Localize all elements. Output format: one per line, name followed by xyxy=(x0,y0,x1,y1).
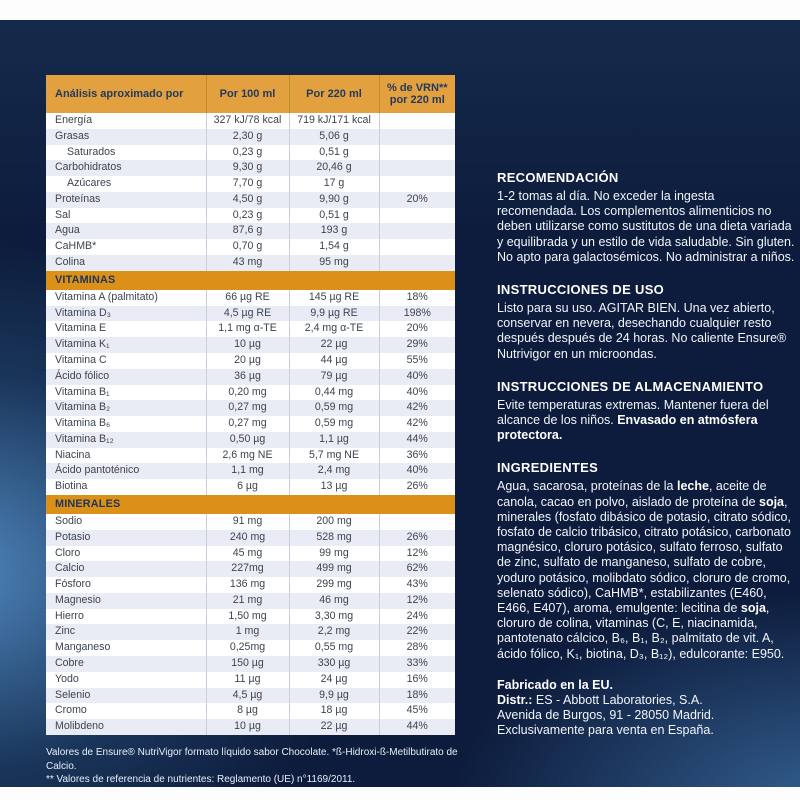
nutrient-name: Vitamina B₆ xyxy=(55,417,111,430)
table-row xyxy=(46,306,455,322)
vrn-percent xyxy=(379,223,455,239)
vrn-percent xyxy=(379,129,455,145)
vrn-percent: 62% xyxy=(379,561,455,577)
nutrient-name: Energía xyxy=(55,114,93,126)
value-per-220ml: 0,59 mg xyxy=(289,416,379,432)
nutrition-table xyxy=(46,75,455,735)
vrn-percent: 55% xyxy=(379,353,455,369)
info-text: Evite temperaturas extremas. Mantener fuera del alcance de los niños. Envasado en atmósfera protectora. xyxy=(497,397,769,443)
table-row xyxy=(46,448,455,464)
table-header-row xyxy=(46,75,455,113)
value-per-100ml: 0,20 mg xyxy=(206,385,289,401)
table-row xyxy=(46,385,455,401)
table-row xyxy=(46,672,455,688)
value-per-100ml: 9,30 g xyxy=(206,160,289,176)
vrn-percent: 40% xyxy=(379,463,455,479)
table-row xyxy=(46,239,455,255)
value-per-220ml: 22 µg xyxy=(289,337,379,353)
value-per-100ml: 10 µg xyxy=(206,337,289,353)
table-row xyxy=(46,176,455,192)
nutrition-table-wrap xyxy=(46,75,455,735)
nutrient-name: Cloro xyxy=(55,546,81,559)
value-per-100ml: 91 mg xyxy=(206,514,289,530)
value-per-220ml: 200 mg xyxy=(289,514,379,530)
vrn-percent: 198% xyxy=(379,306,455,322)
vrn-percent: 16% xyxy=(379,672,455,688)
table-row xyxy=(46,593,455,609)
table-row xyxy=(46,290,455,306)
value-per-220ml: 18 µg xyxy=(289,703,379,719)
vrn-percent xyxy=(379,208,455,224)
value-per-100ml: 2,6 mg NE xyxy=(206,448,289,464)
info-section xyxy=(497,678,797,739)
value-per-220ml: 0,55 mg xyxy=(289,640,379,656)
value-per-220ml: 5,06 g xyxy=(289,129,379,145)
top-white-margin xyxy=(0,0,800,20)
value-per-220ml: 499 mg xyxy=(289,561,379,577)
nutrient-name: Agua xyxy=(46,223,206,239)
value-per-220ml: 0,51 g xyxy=(289,145,379,161)
value-per-220ml: 1,54 g xyxy=(289,239,379,255)
value-per-100ml: 10 µg xyxy=(206,719,289,735)
value-per-220ml: 2,4 mg α-TE xyxy=(289,321,379,337)
value-per-100ml: 4,50 g xyxy=(206,192,289,208)
table-row xyxy=(46,514,455,530)
table-row xyxy=(46,656,455,672)
value-per-220ml: 5,7 mg NE xyxy=(289,448,379,464)
table-row xyxy=(46,703,455,719)
info-text: Listo para su uso. AGITAR BIEN. Una vez abierto, conservar en nevera, desechando cualquier resto después después de 24 horas. No caliente Ensure® Nutrivigor en un microondas. xyxy=(497,301,787,361)
nutrient-name: Sodio xyxy=(55,514,83,527)
table-row xyxy=(46,577,455,593)
info-panel xyxy=(497,169,797,755)
value-per-100ml: 0,27 mg xyxy=(206,400,289,416)
nutrient-name: Grasas xyxy=(46,129,206,145)
column-header: % de VRN** por 220 ml xyxy=(379,75,455,113)
vrn-percent xyxy=(379,160,455,176)
nutrient-name: Calcio xyxy=(46,561,206,577)
nutrient-name: Magnesio xyxy=(46,593,206,609)
vrn-percent: 20% xyxy=(379,192,455,208)
value-per-100ml: 150 µg xyxy=(206,656,289,672)
table-row xyxy=(46,353,455,369)
table-row xyxy=(46,208,455,224)
vrn-percent: 40% xyxy=(379,369,455,385)
value-per-220ml: 13 µg xyxy=(289,479,379,495)
nutrient-name: Vitamina K₁ xyxy=(46,337,206,353)
table-row xyxy=(46,546,455,562)
info-text: Agua, sacarosa, proteínas de la leche, aceite de canola, cacao en polvo, aislado de proteína de soja, minerales (fosfato dibásico de potasio, citrato sódico, fosfato de calcio tribásico, citrato potásico, carbonato magnésico, cloruro potásico, sulfato ferroso, sulfato de zinc, sulfato de manganeso, sulfato de cobre, yoduro potásico, molibdato sódico, cloruro de cromo, selenato sódico), CaHMB*, estabilizantes (E460, E466, E407), aroma, emulgente: lecitina de soja, cloruro de colina, vitaminas (C, E, niacinamida, pantotenato cálcico, B₆, B₁, B₂, palmitato de vit. A, ácido fólico, K₁, biotina, D₃, B₁₂), edulcorante: E950. xyxy=(497,479,791,661)
nutrient-name: Fósforo xyxy=(55,578,91,591)
value-per-220ml: 330 µg xyxy=(289,656,379,672)
info-section-heading: INSTRUCCIONES DE USO xyxy=(497,282,665,298)
value-per-100ml: 1 mg xyxy=(206,624,289,640)
info-section-heading: INSTRUCCIONES DE ALMACENAMIENTO xyxy=(497,378,764,394)
nutrient-name: Cromo xyxy=(55,704,87,717)
column-header: Análisis aproximado por xyxy=(46,75,206,113)
value-per-100ml: 240 mg xyxy=(206,530,289,546)
nutrient-name: Vitamina E xyxy=(55,322,107,335)
value-per-220ml: 2,2 mg xyxy=(289,624,379,640)
vrn-percent xyxy=(379,145,455,161)
value-per-100ml: 0,70 g xyxy=(206,239,289,255)
table-row xyxy=(46,369,455,385)
value-per-100ml: 1,1 mg xyxy=(206,463,289,479)
vrn-percent: 29% xyxy=(379,337,455,353)
value-per-100ml: 327 kJ/78 kcal xyxy=(206,113,289,129)
value-per-220ml: 99 mg xyxy=(289,546,379,562)
nutrient-name: Molibdeno xyxy=(46,719,206,735)
table-row xyxy=(46,640,455,656)
info-section xyxy=(497,169,797,265)
footnotes xyxy=(46,746,486,787)
value-per-100ml: 7,70 g xyxy=(206,176,289,192)
nutrient-name: Colina xyxy=(46,255,206,271)
table-row xyxy=(46,479,455,495)
info-text: Exclusivamente para venta en España. xyxy=(497,723,714,738)
table-row xyxy=(46,530,455,546)
vrn-percent: 22% xyxy=(379,624,455,640)
nutrient-name: Ácido fólico xyxy=(46,369,206,385)
table-row xyxy=(46,624,455,640)
value-per-100ml: 136 mg xyxy=(206,577,289,593)
value-per-220ml: 17 g xyxy=(289,176,379,192)
table-row xyxy=(46,688,455,704)
value-per-220ml: 1,1 µg xyxy=(289,432,379,448)
nutrient-name: Saturados xyxy=(67,145,116,158)
value-per-100ml: 0,25mg xyxy=(206,640,289,656)
nutrient-name: Hierro xyxy=(55,609,84,622)
value-per-220ml: 3,30 mg xyxy=(289,609,379,625)
value-per-220ml: 46 mg xyxy=(289,593,379,609)
nutrient-name: Manganeso xyxy=(55,641,111,654)
table-row xyxy=(46,432,455,448)
info-text: Distr.: ES - Abbott Laboratories, S.A. xyxy=(497,693,703,708)
value-per-220ml: 20,46 g xyxy=(289,160,379,176)
table-section-header: VITAMINAS xyxy=(46,271,455,290)
info-text: Avenida de Burgos, 91 - 28050 Madrid. xyxy=(497,708,715,723)
nutrient-name: Ácido pantoténico xyxy=(46,463,206,479)
table-row xyxy=(46,337,455,353)
value-per-220ml: 44 µg xyxy=(289,353,379,369)
nutrient-name: Potasio xyxy=(46,530,206,546)
nutrient-name: Vitamina B₂ xyxy=(46,400,206,416)
value-per-100ml: 6 µg xyxy=(206,479,289,495)
value-per-220ml: 9,9 µg RE xyxy=(289,306,379,322)
table-row xyxy=(46,561,455,577)
value-per-100ml: 20 µg xyxy=(206,353,289,369)
table-row xyxy=(46,145,455,161)
value-per-100ml: 0,23 g xyxy=(206,208,289,224)
value-per-100ml: 0,23 g xyxy=(206,145,289,161)
value-per-100ml: 11 µg xyxy=(206,672,289,688)
table-row xyxy=(46,255,455,271)
value-per-220ml: 95 mg xyxy=(289,255,379,271)
info-section xyxy=(497,459,797,661)
table-row xyxy=(46,192,455,208)
vrn-percent: 36% xyxy=(379,448,455,464)
value-per-100ml: 0,27 mg xyxy=(206,416,289,432)
value-per-220ml: 79 µg xyxy=(289,369,379,385)
value-per-100ml: 2,30 g xyxy=(206,129,289,145)
table-row xyxy=(46,113,455,129)
nutrient-name: Proteínas xyxy=(46,192,206,208)
vrn-percent: 44% xyxy=(379,432,455,448)
info-text: Fabricado en la EU. xyxy=(497,677,614,692)
info-section-heading: RECOMENDACIÓN xyxy=(497,170,619,185)
vrn-percent: 44% xyxy=(379,719,455,735)
table-row xyxy=(46,463,455,479)
value-per-220ml: 9,9 µg xyxy=(289,688,379,704)
vrn-percent xyxy=(379,239,455,255)
footnote-line: ** Valores de referencia de nutrientes: Reglamento (UE) n°1169/2011. xyxy=(46,774,356,785)
value-per-220ml: 24 µg xyxy=(289,672,379,688)
info-section xyxy=(497,281,797,362)
footnote-line: Valores de Ensure® NutriVigor formato líquido sabor Chocolate. *ß-Hidroxi-ß-Metilbutirato de Calcio. xyxy=(46,747,458,772)
vrn-percent: 40% xyxy=(379,385,455,401)
vrn-percent: 26% xyxy=(379,479,455,495)
value-per-220ml: 9,90 g xyxy=(289,192,379,208)
value-per-220ml: 0,44 mg xyxy=(289,385,379,401)
vrn-percent: 42% xyxy=(379,400,455,416)
vrn-percent: 43% xyxy=(379,577,455,593)
column-header: Por 220 ml xyxy=(289,75,379,113)
column-header: Por 100 ml xyxy=(206,75,289,113)
value-per-100ml: 36 µg xyxy=(206,369,289,385)
value-per-100ml: 66 µg RE xyxy=(206,290,289,306)
value-per-220ml: 193 g xyxy=(289,223,379,239)
table-row xyxy=(46,160,455,176)
value-per-100ml: 1,50 mg xyxy=(206,609,289,625)
nutrient-name: Zinc xyxy=(46,624,206,640)
nutrient-name: CaHMB* xyxy=(55,240,97,253)
nutrient-name: Biotina xyxy=(55,480,88,493)
value-per-100ml: 21 mg xyxy=(206,593,289,609)
value-per-100ml: 87,6 g xyxy=(206,223,289,239)
nutrient-name: Vitamina D₃ xyxy=(46,306,206,322)
vrn-percent: 18% xyxy=(379,290,455,306)
value-per-220ml: 528 mg xyxy=(289,530,379,546)
nutrient-name: Vitamina B₁₂ xyxy=(46,432,206,448)
bottom-white-margin xyxy=(0,787,800,800)
value-per-220ml: 2,4 mg xyxy=(289,463,379,479)
table-row xyxy=(46,719,455,735)
vrn-percent xyxy=(379,514,455,530)
value-per-100ml: 4,5 µg RE xyxy=(206,306,289,322)
value-per-220ml: 145 µg RE xyxy=(289,290,379,306)
nutrient-name: Cobre xyxy=(46,656,206,672)
table-row xyxy=(46,400,455,416)
vrn-percent: 28% xyxy=(379,640,455,656)
value-per-220ml: 0,59 mg xyxy=(289,400,379,416)
vrn-percent: 26% xyxy=(379,530,455,546)
value-per-100ml: 8 µg xyxy=(206,703,289,719)
info-section xyxy=(497,378,797,444)
table-row xyxy=(46,129,455,145)
vrn-percent: 42% xyxy=(379,416,455,432)
nutrient-name: Carbohidratos xyxy=(46,160,206,176)
vrn-percent: 33% xyxy=(379,656,455,672)
nutrient-name: Vitamina C xyxy=(55,353,107,366)
vrn-percent: 20% xyxy=(379,321,455,337)
value-per-100ml: 45 mg xyxy=(206,546,289,562)
nutrient-name: Yodo xyxy=(55,672,79,685)
table-row xyxy=(46,223,455,239)
nutrient-name: Niacina xyxy=(55,448,91,461)
table-row xyxy=(46,321,455,337)
value-per-100ml: 1,1 mg α-TE xyxy=(206,321,289,337)
value-per-220ml: 719 kJ/171 kcal xyxy=(289,113,379,129)
label-background xyxy=(0,20,800,787)
vrn-percent: 12% xyxy=(379,546,455,562)
nutrient-name: Vitamina A (palmitato) xyxy=(55,290,158,303)
vrn-percent xyxy=(379,113,455,129)
value-per-100ml: 0,50 µg xyxy=(206,432,289,448)
value-per-100ml: 4,5 µg xyxy=(206,688,289,704)
nutrient-name: Azúcares xyxy=(67,177,112,190)
vrn-percent: 12% xyxy=(379,593,455,609)
value-per-220ml: 22 µg xyxy=(289,719,379,735)
vrn-percent: 45% xyxy=(379,703,455,719)
vrn-percent: 18% xyxy=(379,688,455,704)
table-section-header: MINERALES xyxy=(46,495,455,514)
nutrient-name: Sal xyxy=(55,208,71,221)
vrn-percent: 24% xyxy=(379,609,455,625)
info-section-heading: INGREDIENTES xyxy=(497,460,599,476)
table-row xyxy=(46,416,455,432)
value-per-220ml: 299 mg xyxy=(289,577,379,593)
value-per-220ml: 0,51 g xyxy=(289,208,379,224)
vrn-percent xyxy=(379,255,455,271)
vrn-percent xyxy=(379,176,455,192)
value-per-100ml: 227mg xyxy=(206,561,289,577)
table-row xyxy=(46,609,455,625)
nutrient-name: Vitamina B₁ xyxy=(55,385,110,398)
info-text: 1-2 tomas al día. No exceder la ingesta recomendada. Los complementos alimenticios no deben utilizarse como sustitutos de una dieta variada y equilibrada y un estilo de vida saludable. Sin gluten. No apto para galactosémicos. No administrar a niños. xyxy=(497,189,795,264)
value-per-100ml: 43 mg xyxy=(206,255,289,271)
nutrient-name: Selenio xyxy=(46,688,206,704)
